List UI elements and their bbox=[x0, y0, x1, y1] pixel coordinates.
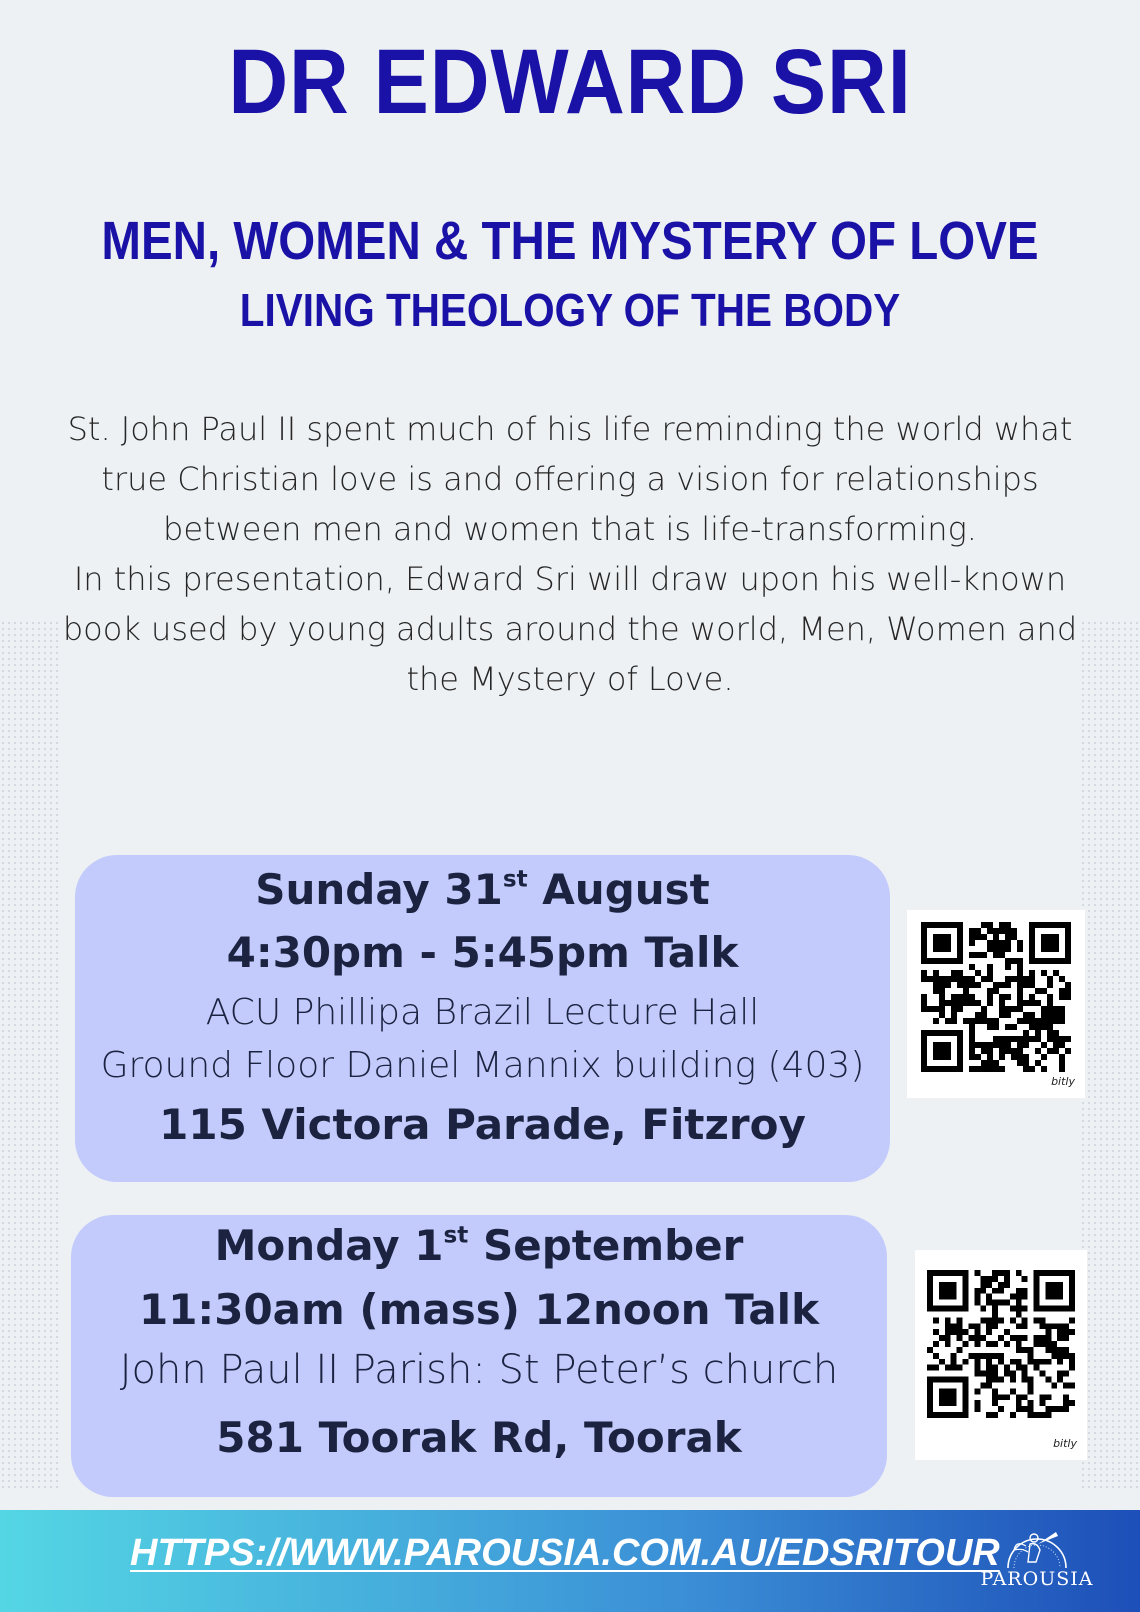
event-time: 4:30pm - 5:45pm Talk bbox=[226, 928, 739, 977]
event-card-sunday bbox=[75, 855, 890, 1182]
description-paragraph: St. John Paul II spent much of his life reminding the world what true Christian love is and offering a vision for relationships between men and women that is life-transforming. bbox=[67, 410, 1073, 548]
poster-subtitle: MEN, WOMEN & THE MYSTERY OF LOVE bbox=[101, 211, 1039, 271]
dot-pattern-left bbox=[0, 620, 60, 1490]
event-address: 581 Toorak Rd, Toorak bbox=[216, 1413, 742, 1462]
event-time: 11:30am (mass) 12noon Talk bbox=[138, 1285, 820, 1334]
qr-code-icon bbox=[927, 1270, 1075, 1418]
angel-trumpet-icon bbox=[1004, 1520, 1070, 1570]
poster-subtitle-secondary: LIVING THEOLOGY OF THE BODY bbox=[239, 284, 901, 336]
event-description bbox=[60, 404, 1080, 704]
logo-text: PAROUSIA bbox=[980, 1568, 1094, 1590]
tour-url-link[interactable]: HTTPS://WWW.PAROUSIA.COM.AU/EDSRITOUR bbox=[130, 1532, 1000, 1574]
event-venue-detail: Ground Floor Daniel Mannix building (403) bbox=[100, 1045, 865, 1086]
qr-code-icon bbox=[921, 922, 1071, 1072]
event-address: 115 Victora Parade, Fitzroy bbox=[159, 1100, 806, 1149]
qr-code-monday[interactable] bbox=[915, 1250, 1087, 1460]
event-venue: ACU Phillipa Brazil Lecture Hall bbox=[205, 992, 760, 1033]
qr-brand: bitly bbox=[1053, 1437, 1077, 1450]
description-paragraph: In this presentation, Edward Sri will draw upon his well-known book used by young adults around the world, Men, Women and the Mystery of Love. bbox=[62, 560, 1078, 698]
event-date: Sunday 31st August bbox=[255, 865, 710, 914]
qr-brand: bitly bbox=[1051, 1075, 1075, 1088]
dot-pattern-right bbox=[1080, 620, 1140, 1490]
poster-title: DR EDWARD SRI bbox=[228, 31, 912, 133]
event-card-monday bbox=[71, 1215, 887, 1497]
parousia-logo bbox=[972, 1520, 1102, 1604]
event-date: Monday 1st September bbox=[214, 1221, 744, 1270]
qr-code-sunday[interactable] bbox=[907, 910, 1085, 1098]
event-venue: John Paul II Parish: St Peter’s church bbox=[119, 1347, 839, 1393]
footer-banner bbox=[0, 1510, 1140, 1612]
